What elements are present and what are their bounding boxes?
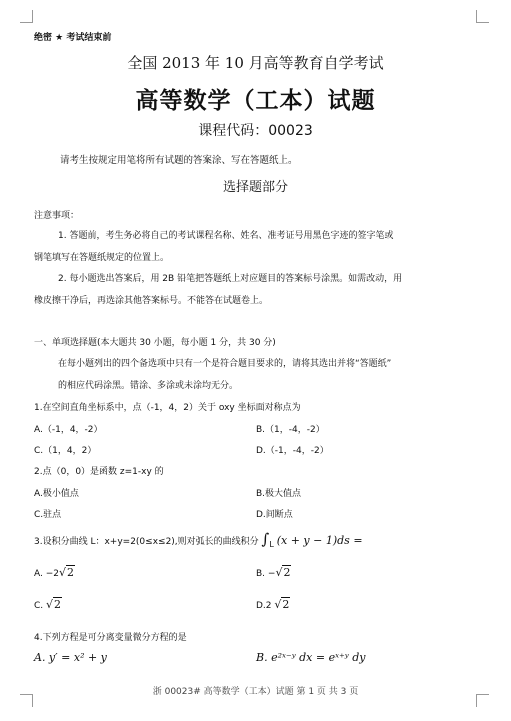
section-heading: 选择题部分 (222, 180, 288, 195)
question-2-option-a: A.极小值点 (34, 489, 79, 499)
question-3-stem (34, 530, 363, 549)
note-2-line-2: 橡皮擦干净后，再选涂其他答案标号。不能答在试题卷上。 (34, 296, 269, 306)
crop-mark-top-left (20, 10, 33, 23)
question-2-option-d: D.间断点 (256, 510, 293, 520)
secret-label: 绝密 ★ 考试结束前 (34, 33, 112, 43)
option-c-prefix: C. (34, 601, 47, 611)
page-footer: 浙 00023# 高等数学（工本）试题 第 1 页 共 3 页 (152, 687, 359, 697)
question-1-option-c: C.（1，4，2） (34, 446, 97, 456)
option-a-prefix: A. −2 (34, 569, 59, 579)
integral-expression: (x + y − 1)ds = (276, 534, 363, 547)
question-3-option-a (34, 566, 75, 579)
note-2-line-1: 2. 每小题选出答案后，用 2B 铅笔把答题纸上对应题目的答案标号涂黑。如需改动，用 (58, 274, 403, 284)
part-description-line-1: 在每小题列出的四个备选项中只有一个是符合题目要求的，请将其选出并将“答题纸” (58, 359, 392, 369)
question-4-stem: 4.下列方程是可分离变量微分方程的是 (34, 633, 187, 643)
sqrt-sign: √2 (59, 566, 75, 579)
question-3-stem-text: 3.设积分曲线 L：x+y=2(0≤x≤2),则对弧长的曲线积分 (34, 537, 259, 547)
note-1-line-1: 1. 答题前，考生务必将自己的考试课程名称、姓名、准考证号用黑色字迹的签字笔或 (58, 231, 394, 241)
radicand: 2 (283, 566, 291, 579)
radicand: 2 (282, 598, 290, 611)
option-b-prefix: B. − (256, 569, 276, 579)
question-1-stem: 1.在空间直角坐标系中，点（-1，4，2）关于 oxy 坐标面对称点为 (34, 403, 301, 413)
course-code: 课程代码：00023 (198, 123, 313, 139)
question-1-option-a: A.（-1，4，-2） (34, 425, 103, 435)
question-1-option-d: D.（-1，-4，-2） (256, 446, 329, 456)
question-4-option-b: B. e²ˣ⁻ʸ dx = eˣ⁺ʸ dy (256, 651, 366, 664)
instruction-text: 请考生按规定用笔将所有试题的答案涂、写在答题纸上。 (60, 155, 298, 166)
question-2-option-c: C.驻点 (34, 510, 62, 520)
radicand: 2 (67, 566, 75, 579)
notes-title: 注意事项： (34, 211, 80, 221)
question-3-option-c (34, 598, 62, 611)
crop-mark-top-right (476, 10, 489, 23)
part-description-line-2: 的相应代码涂黑。错涂、多涂或未涂均无分。 (58, 381, 239, 391)
question-4-option-a: A. y′ = x² + y (34, 651, 107, 664)
note-1-line-2: 钢笔填写在答题纸规定的位置上。 (34, 253, 170, 263)
integral-sign: ∫ (261, 530, 270, 548)
question-2-option-b: B.极大值点 (256, 489, 302, 499)
sqrt-sign: √2 (46, 598, 62, 611)
page-title: 高等数学（工本）试题 (135, 88, 376, 114)
part-heading: 一、单项选择题(本大题共 30 小题，每小题 1 分，共 30 分) (34, 338, 276, 348)
option-d-prefix: D.2 (256, 601, 275, 611)
sqrt-sign: √2 (274, 598, 290, 611)
radicand: 2 (54, 598, 62, 611)
question-2-stem: 2.点（0，0）是函数 z=1-xy 的 (34, 467, 164, 477)
question-1-option-b: B.（1，-4，-2） (256, 425, 325, 435)
question-3-option-d (256, 598, 290, 611)
integral-subscript: L (269, 539, 274, 549)
exam-line: 全国 2013 年 10 月高等教育自学考试 (127, 54, 384, 72)
question-3-option-b (256, 566, 291, 579)
sqrt-sign: √2 (275, 566, 291, 579)
